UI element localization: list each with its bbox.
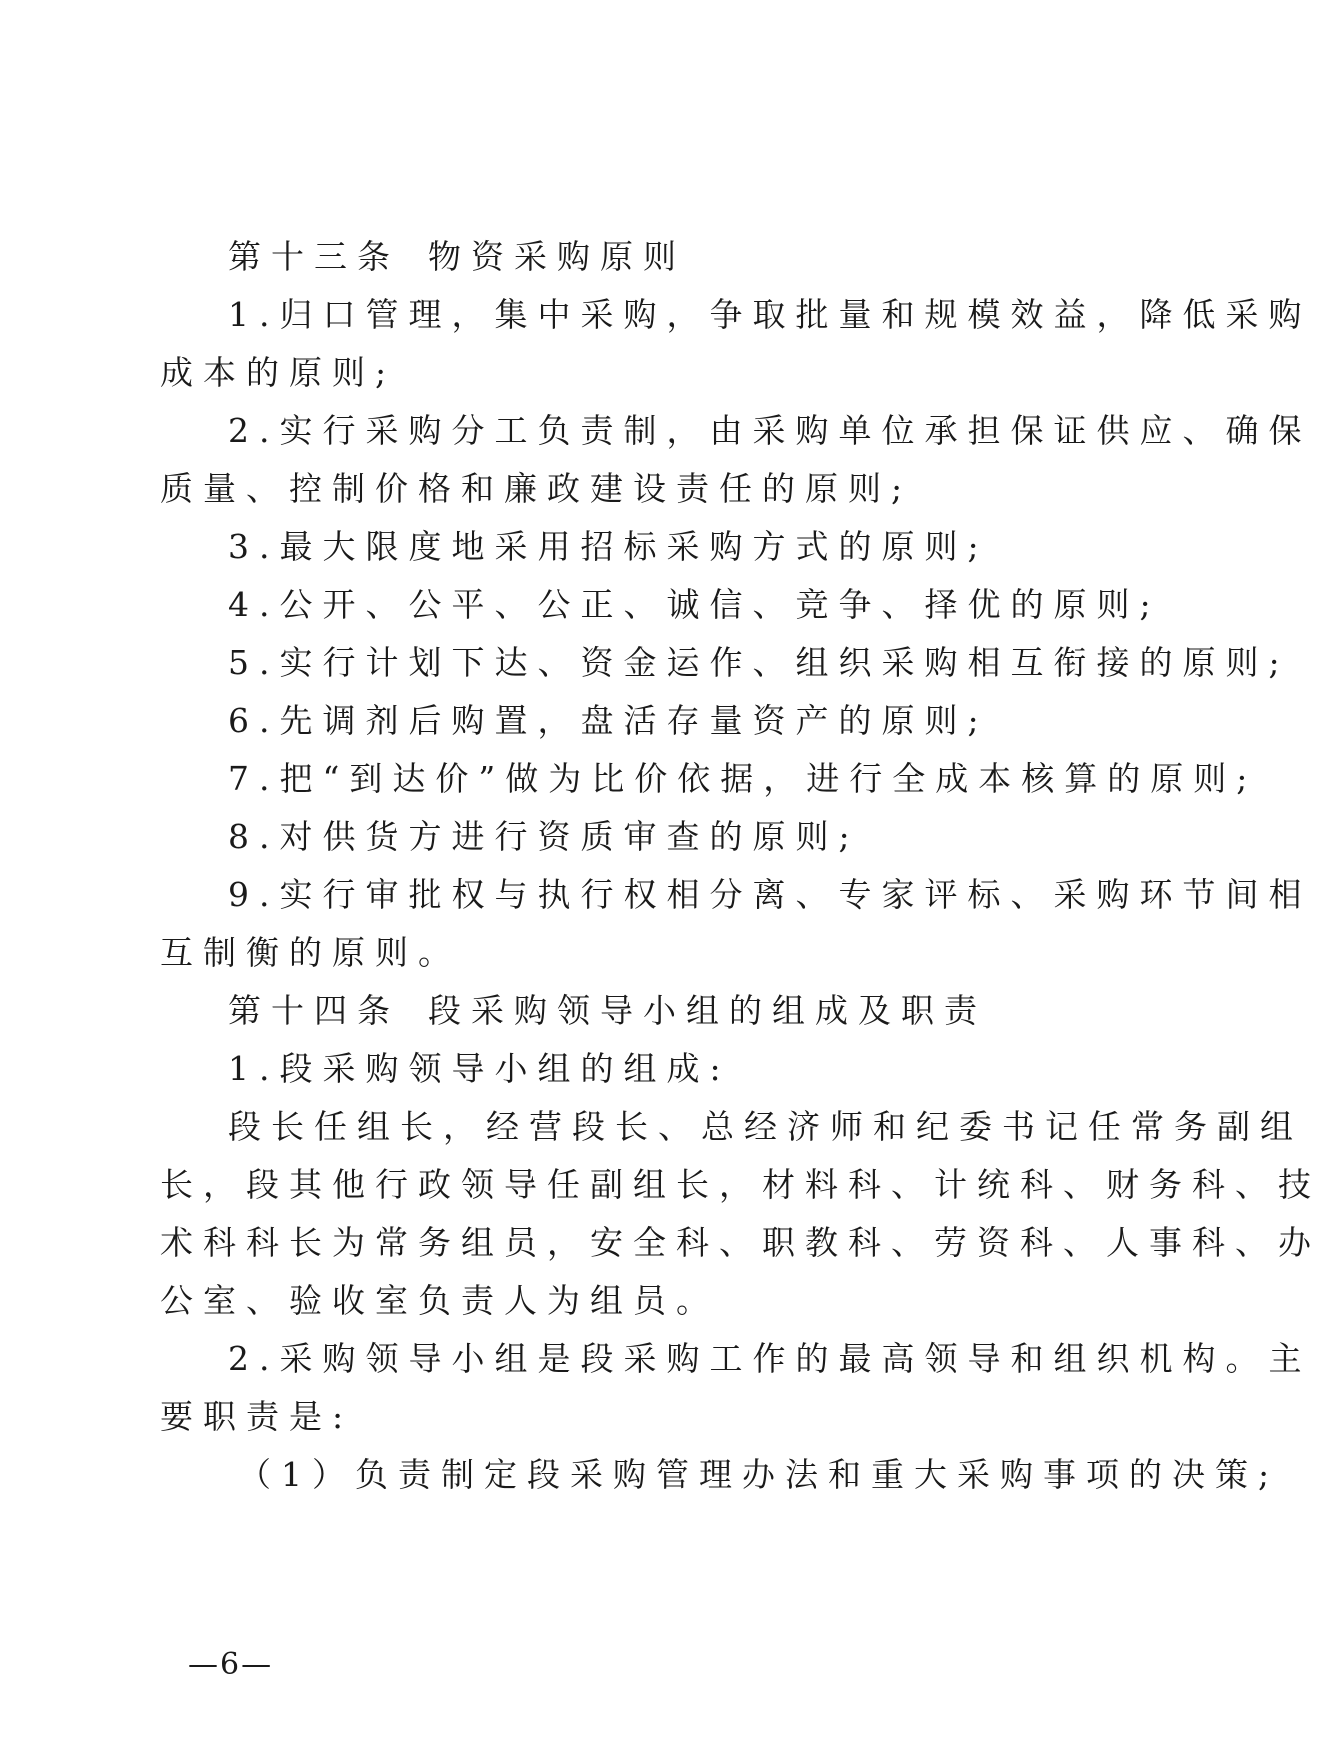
paragraph-line: 6.先调剂后购置，盘活存量资产的原则;	[228, 701, 989, 740]
paragraph-line: 5.实行计划下达、资金运作、组织采购相互衔接的原则;	[228, 643, 1290, 682]
paragraph-line: 2.采购领导小组是段采购工作的最高领导和组织机构。主	[228, 1339, 1312, 1378]
paragraph-line: 9.实行审批权与执行权相分离、专家评标、采购环节间相	[228, 875, 1312, 914]
paragraph-line: 术科科长为常务组员，安全科、职教科、劳资科、人事科、办	[160, 1223, 1321, 1262]
article-number: 第十四条	[228, 991, 400, 1030]
article-number: 第十三条	[228, 237, 400, 276]
paragraph-line: 1.段采购领导小组的组成:	[228, 1049, 731, 1088]
article-13-heading	[160, 228, 1080, 286]
page-number: —6—	[188, 1647, 274, 1682]
paragraph-line: 2.实行采购分工负责制，由采购单位承担保证供应、确保	[228, 411, 1312, 450]
paragraph-line: 要职责是:	[160, 1397, 354, 1436]
paragraph-line: 互制衡的原则。	[160, 933, 461, 972]
paragraph-line: 公室、验收室负责人为组员。	[160, 1281, 719, 1320]
article-title: 物资采购原则	[428, 237, 686, 276]
article-14-heading	[160, 982, 1080, 1040]
paragraph-line: 4.公开、公平、公正、诚信、竞争、择优的原则;	[228, 585, 1161, 624]
paragraph-line: （1）负责制定段采购管理办法和重大采购事项的决策;	[238, 1455, 1280, 1494]
paragraph-line: 成本的原则;	[160, 353, 397, 392]
paragraph-line: 3.最大限度地采用招标采购方式的原则;	[228, 527, 989, 566]
paragraph-line: 7.把“到达价”做为比价依据，进行全成本核算的原则;	[228, 759, 1258, 798]
paragraph-line: 质量、控制价格和廉政建设责任的原则;	[160, 469, 913, 508]
paragraph-line: 长，段其他行政领导任副组长，材料科、计统科、财务科、技	[160, 1165, 1321, 1204]
paragraph-line: 8.对供货方进行资质审查的原则;	[228, 817, 860, 856]
document-body	[160, 228, 1321, 1504]
paragraph-line: 1.归口管理，集中采购，争取批量和规模效益，降低采购	[228, 295, 1312, 334]
paragraph-line: 段长任组长，经营段长、总经济师和纪委书记任常务副组	[228, 1107, 1303, 1146]
article-title: 段采购领导小组的组成及职责	[428, 991, 987, 1030]
